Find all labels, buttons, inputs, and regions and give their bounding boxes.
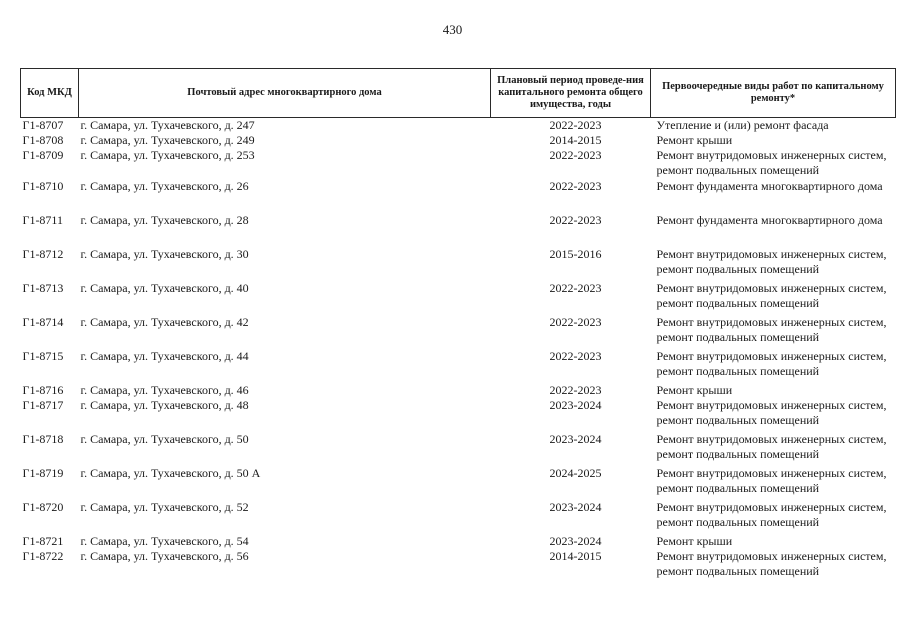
cell-period: 2022-2023 (549, 383, 602, 397)
works-line-1: Ремонт фундамента многоквартирного дома (656, 213, 883, 227)
cell-period: 2022-2023 (549, 213, 602, 227)
table-row (21, 534, 896, 549)
cell-code: Г1-8718 (22, 432, 64, 446)
cell-works (651, 315, 896, 349)
works-line-2: ремонт подвальных помещений (656, 262, 820, 276)
table-row (21, 281, 896, 315)
cell-address: г. Самара, ул. Тухачевского, д. 48 (80, 398, 249, 412)
registry-table (20, 68, 896, 580)
cell-works (651, 118, 896, 134)
cell-works (651, 383, 896, 398)
cell-period: 2022-2023 (549, 148, 602, 162)
works-line-1: Ремонт крыши (656, 534, 733, 548)
works-line-1: Ремонт крыши (656, 133, 733, 147)
cell-address: г. Самара, ул. Тухачевского, д. 249 (80, 133, 255, 147)
header-code: Код МКД (21, 69, 79, 118)
works-line-2: ремонт подвальных помещений (656, 296, 820, 310)
cell-period: 2022-2023 (549, 315, 602, 329)
cell-code: Г1-8710 (22, 179, 64, 193)
works-line-1: Ремонт внутридомовых инженерных систем, (656, 315, 887, 329)
cell-address: г. Самара, ул. Тухачевского, д. 52 (80, 500, 249, 514)
table-row (21, 179, 896, 213)
cell-address: г. Самара, ул. Тухачевского, д. 26 (80, 179, 249, 193)
cell-period: 2023-2024 (549, 432, 602, 446)
cell-address: г. Самара, ул. Тухачевского, д. 247 (80, 118, 255, 132)
page-number: 430 (442, 22, 463, 37)
table-row (21, 213, 896, 247)
cell-code: Г1-8720 (22, 500, 64, 514)
cell-address: г. Самара, ул. Тухачевского, д. 50 А (80, 466, 261, 480)
works-line-1: Ремонт внутридомовых инженерных систем, (656, 500, 887, 514)
cell-period: 2014-2015 (549, 549, 602, 563)
cell-code: Г1-8719 (22, 466, 64, 480)
header-period: Плановый период проведе-ния капитального ремонта общего имущества, годы (491, 69, 651, 118)
cell-code: Г1-8709 (22, 148, 64, 162)
cell-works (651, 549, 896, 580)
works-line-2: ремонт подвальных помещений (656, 330, 820, 344)
works-line-2: ремонт подвальных помещений (656, 447, 820, 461)
cell-works (651, 500, 896, 534)
works-line-2: ремонт подвальных помещений (656, 481, 820, 495)
header-address: Почтовый адрес многоквартирного дома (79, 69, 491, 118)
table-row (21, 383, 896, 398)
cell-period: 2024-2025 (549, 466, 602, 480)
cell-address: г. Самара, ул. Тухачевского, д. 253 (80, 148, 255, 162)
cell-works (651, 466, 896, 500)
works-line-1: Ремонт фундамента многоквартирного дома (656, 179, 883, 193)
cell-works (651, 133, 896, 148)
cell-code: Г1-8711 (22, 213, 63, 227)
cell-works (651, 432, 896, 466)
works-line-1: Ремонт внутридомовых инженерных систем, (656, 281, 887, 295)
works-line-2: ремонт подвальных помещений (656, 364, 820, 378)
cell-code: Г1-8712 (22, 247, 64, 261)
cell-works (651, 349, 896, 383)
table-row (21, 500, 896, 534)
table-row (21, 315, 896, 349)
cell-code: Г1-8714 (22, 315, 64, 329)
cell-period: 2023-2024 (549, 398, 602, 412)
table-row (21, 549, 896, 580)
works-line-1: Ремонт внутридомовых инженерных систем, (656, 466, 887, 480)
cell-works (651, 247, 896, 281)
works-line-1: Ремонт крыши (656, 383, 733, 397)
cell-works (651, 534, 896, 549)
table-row (21, 466, 896, 500)
cell-address: г. Самара, ул. Тухачевского, д. 42 (80, 315, 249, 329)
works-line-2: ремонт подвальных помещений (656, 564, 820, 578)
table-row (21, 247, 896, 281)
cell-address: г. Самара, ул. Тухачевского, д. 50 (80, 432, 249, 446)
table-row (21, 148, 896, 179)
cell-period: 2014-2015 (549, 133, 602, 147)
cell-address: г. Самара, ул. Тухачевского, д. 44 (80, 349, 249, 363)
cell-period: 2015-2016 (549, 247, 602, 261)
cell-address: г. Самара, ул. Тухачевского, д. 54 (80, 534, 249, 548)
table-row (21, 133, 896, 148)
table-row (21, 349, 896, 383)
cell-works (651, 179, 896, 213)
cell-period: 2022-2023 (549, 281, 602, 295)
cell-code: Г1-8721 (22, 534, 64, 548)
works-line-1: Ремонт внутридомовых инженерных систем, (656, 148, 887, 162)
table-row (21, 398, 896, 432)
table-row (21, 432, 896, 466)
works-line-1: Ремонт внутридомовых инженерных систем, (656, 247, 887, 261)
cell-code: Г1-8716 (22, 383, 64, 397)
cell-period: 2023-2024 (549, 534, 602, 548)
cell-period: 2022-2023 (549, 118, 602, 132)
works-line-2: ремонт подвальных помещений (656, 515, 820, 529)
table-row (21, 118, 896, 134)
works-line-1: Утепление и (или) ремонт фасада (656, 118, 829, 132)
table-body (21, 118, 896, 581)
works-line-1: Ремонт внутридомовых инженерных систем, (656, 549, 887, 563)
cell-period: 2023-2024 (549, 500, 602, 514)
header-works: Первоочередные виды работ по капитальному ремонту* (651, 69, 896, 118)
works-line-1: Ремонт внутридомовых инженерных систем, (656, 432, 887, 446)
works-line-2: ремонт подвальных помещений (656, 413, 820, 427)
cell-code: Г1-8713 (22, 281, 64, 295)
cell-works (651, 398, 896, 432)
cell-code: Г1-8722 (22, 549, 64, 563)
cell-address: г. Самара, ул. Тухачевского, д. 30 (80, 247, 249, 261)
cell-period: 2022-2023 (549, 179, 602, 193)
cell-address: г. Самара, ул. Тухачевского, д. 28 (80, 213, 249, 227)
cell-code: Г1-8708 (22, 133, 64, 147)
cell-works (651, 148, 896, 179)
cell-works (651, 281, 896, 315)
cell-period: 2022-2023 (549, 349, 602, 363)
cell-code: Г1-8715 (22, 349, 64, 363)
works-line-1: Ремонт внутридомовых инженерных систем, (656, 349, 887, 363)
cell-address: г. Самара, ул. Тухачевского, д. 40 (80, 281, 249, 295)
cell-works (651, 213, 896, 247)
works-line-1: Ремонт внутридомовых инженерных систем, (656, 398, 887, 412)
cell-code: Г1-8707 (22, 118, 64, 132)
works-line-2: ремонт подвальных помещений (656, 163, 820, 177)
cell-address: г. Самара, ул. Тухачевского, д. 46 (80, 383, 249, 397)
cell-address: г. Самара, ул. Тухачевского, д. 56 (80, 549, 249, 563)
cell-code: Г1-8717 (22, 398, 64, 412)
table-header-row (21, 69, 896, 118)
